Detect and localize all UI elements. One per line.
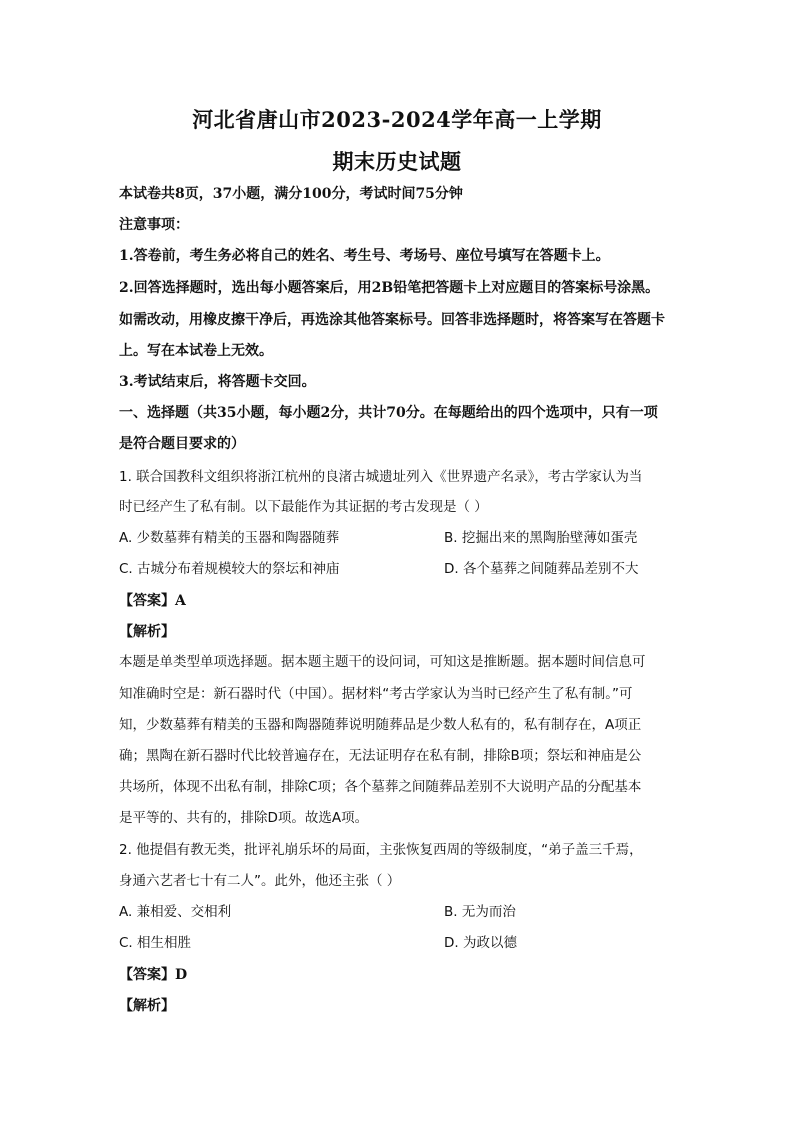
- answer-label: 【答案】D: [119, 967, 188, 983]
- analysis-label: 【解析】: [119, 624, 175, 640]
- exam-summary: 本试卷共8页，37小题，满分100分，考试时间75分钟: [119, 186, 463, 202]
- answer-label: 【答案】A: [119, 593, 186, 609]
- option-c: C. 古城分布着规模较大的祭坛和神庙: [119, 561, 340, 577]
- section-heading: 一、选择题（共35小题，每小题2分，共计70分。在每题给出的四个选项中，只有一项: [119, 405, 658, 421]
- option-a: A. 少数墓葬有精美的玉器和陶器随葬: [119, 530, 340, 546]
- analysis-text: 是平等的、共有的，排除D项。故选A项。: [119, 810, 369, 826]
- analysis-text: 本题是单类型单项选择题。据本题主题干的设问词，可知这是推断题。据本题时间信息可: [119, 654, 646, 670]
- question-stem: 2. 他提倡有教无类，批评礼崩乐坏的局面，主张恢复西周的等级制度，“弟子盖三千焉，: [119, 842, 643, 858]
- question-stem: 身通六艺者七十有二人”。此外，他还主张（ ）: [119, 873, 401, 889]
- question-stem: 时已经产生了私有制。以下最能作为其证据的考古发现是（ ）: [119, 499, 488, 515]
- option-a: A. 兼相爱、交相利: [119, 904, 232, 920]
- section-heading: 是符合题目要求的）: [119, 436, 245, 452]
- option-b: B. 挖掘出来的黑陶胎壁薄如蛋壳: [444, 530, 638, 546]
- analysis-text: 知，少数墓葬有精美的玉器和陶器随葬说明随葬品是少数人私有的，私有制存在，A项正: [119, 717, 642, 733]
- option-b: B. 无为而治: [444, 904, 516, 920]
- notice-item: 1.答卷前，考生务必将自己的姓名、考生号、考场号、座位号填写在答题卡上。: [119, 248, 610, 264]
- notice-item: 2.回答选择题时，选出每小题答案后，用2B铅笔把答题卡上对应题目的答案标号涂黑。: [119, 280, 660, 296]
- option-d: D. 为政以德: [444, 935, 517, 951]
- exam-title: 河北省唐山市2023-2024学年高一上学期: [192, 107, 602, 132]
- option-d: D. 各个墓葬之间随葬品差别不大: [444, 561, 639, 577]
- notice-item: 3.考试结束后，将答题卡交回。: [119, 374, 316, 390]
- analysis-label: 【解析】: [119, 998, 175, 1014]
- analysis-text: 共场所，体现不出私有制，排除C项；各个墓葬之间随葬品差别不大说明产品的分配基本: [119, 779, 642, 795]
- analysis-text: 确；黑陶在新石器时代比较普遍存在，无法证明存在私有制，排除B项；祭坛和神庙是公: [119, 748, 642, 764]
- option-c: C. 相生相胜: [119, 935, 192, 951]
- notice-heading: 注意事项：: [119, 217, 189, 233]
- question-stem: 1. 联合国教科文组织将浙江杭州的良渚古城遗址列入《世界遗产名录》，考古学家认为当: [119, 469, 643, 485]
- notice-item: 上。写在本试卷上无效。: [119, 343, 273, 359]
- exam-subtitle: 期末历史试题: [332, 149, 462, 174]
- analysis-text: 知准确时空是：新石器时代（中国）。据材料“考古学家认为当时已经产生了私有制。”可: [119, 686, 633, 702]
- notice-item: 如需改动，用橡皮擦干净后，再选涂其他答案标号。回答非选择题时，将答案写在答题卡: [119, 312, 665, 328]
